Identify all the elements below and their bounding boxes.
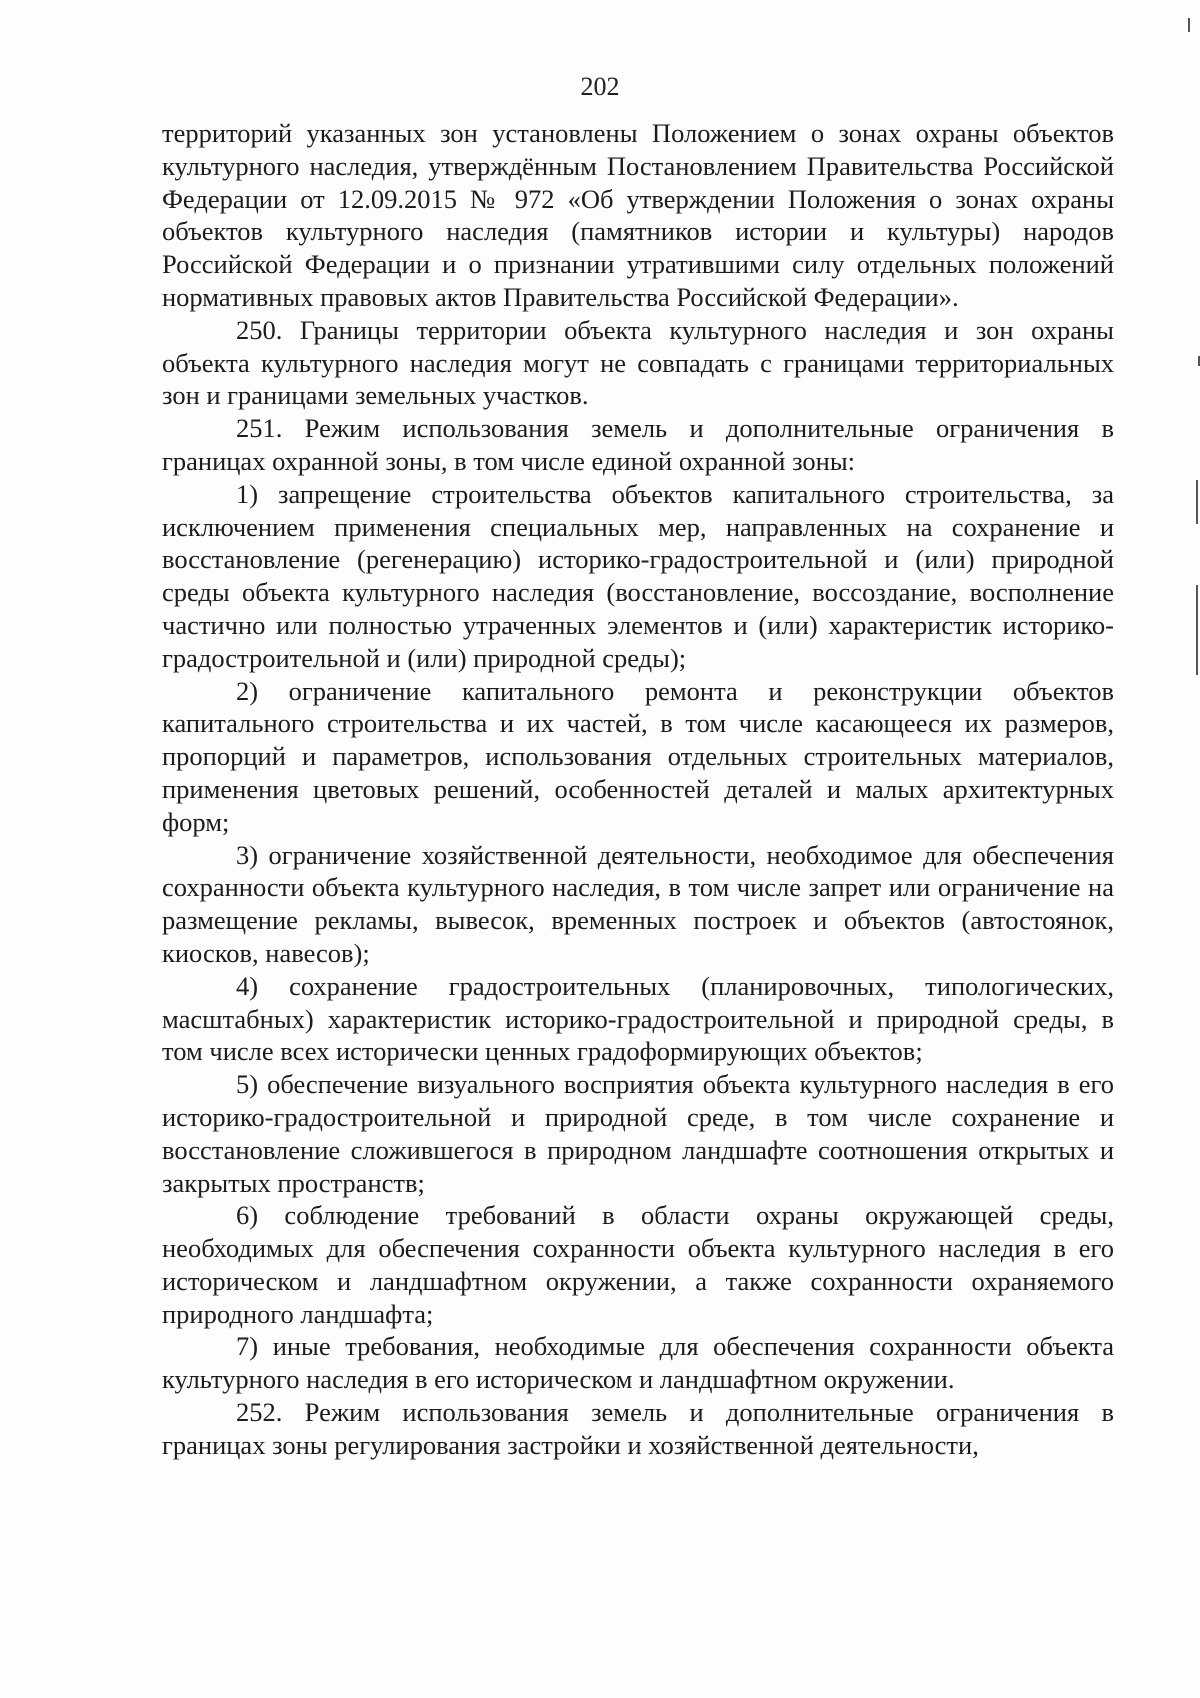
paragraph-250: 250. Границы территории объекта культурного наследия и зон охраны объекта культурного наследия могут не совпадать с границами территориальных зон и границами земельных участков. bbox=[162, 314, 1114, 411]
page-number: 202 bbox=[580, 72, 620, 101]
paragraph-251-item-7: 7) иные требования, необходимые для обеспечения сохранности объекта культурного наследия в его историческом и ландшафтном окружении. bbox=[162, 1331, 1114, 1395]
paragraph-251-item-1: 1) запрещение строительства объектов капитального строительства, за исключением применения специальных мер, направленных на сохранение и восстановление (регенерацию) историко-градостроительной и (или) природной среды объекта культурного наследия (восстановление, воссоздание, восполнение частично или полностью утраченных элементов и (или) характеристик историко-градостроительной и (или) природной среды); bbox=[162, 478, 1114, 673]
scan-artifact-top bbox=[1188, 18, 1190, 32]
paragraph-252: 252. Режим использования земель и дополнительные ограничения в границах зоны регулирования застройки и хозяйственной деятельности, bbox=[162, 1397, 1114, 1460]
paragraph-251-item-5: 5) обеспечение визуального восприятия объекта культурного наследия в его историко-градостроительной и природной среде, в том числе сохранение и восстановление сложившегося в природном ландшафте соотношения открытых и закрытых пространств; bbox=[162, 1069, 1114, 1198]
paragraph-continuation: территорий указанных зон установлены Положением о зонах охраны объектов культурного наследия, утверждённым Постановлением Правительства Российской Федерации от 12.09.2015 № 972 «Об утверждении Положения о зонах охраны объектов культурного наследия (памятников истории и культуры) народов Российской Федерации и о признании утратившими силу отдельных положений нормативных правовых актов Правительства Российской Федерации». bbox=[162, 118, 1114, 312]
scan-artifact-middle bbox=[1196, 480, 1198, 524]
paragraph-251-item-3: 3) ограничение хозяйственной деятельности, необходимое для обеспечения сохранности объекта культурного наследия, в том числе запрет или ограничение на размещение рекламы, вывесок, временных построек и объектов (автостоянок, киосков, навесов); bbox=[162, 839, 1114, 968]
paragraph-251: 251. Режим использования земель и дополнительные ограничения в границах охранной зоны, в том числе единой охранной зоны: bbox=[162, 413, 1114, 476]
paragraph-251-item-4: 4) сохранение градостроительных (планировочных, типологических, масштабных) характеристик историко-градостроительной и природной среды, в том числе всех исторически ценных градоформирующих объектов; bbox=[162, 970, 1114, 1067]
paragraph-251-item-2: 2) ограничение капитального ремонта и реконструкции объектов капитального строительства и их частей, в том числе касающееся их размеров, пропорций и параметров, использования отдельных строительных материалов, применения цветовых решений, особенностей деталей и малых архитектурных форм; bbox=[162, 675, 1114, 837]
scan-artifact-lower bbox=[1196, 585, 1198, 675]
paragraph-251-item-6: 6) соблюдение требований в области охраны окружающей среды, необходимых для обеспечения сохранности объекта культурного наследия в его историческом и ландшафтном окружении, а также сохранности охраняемого природного ландшафта; bbox=[162, 1200, 1114, 1329]
document-body bbox=[162, 117, 1114, 1462]
